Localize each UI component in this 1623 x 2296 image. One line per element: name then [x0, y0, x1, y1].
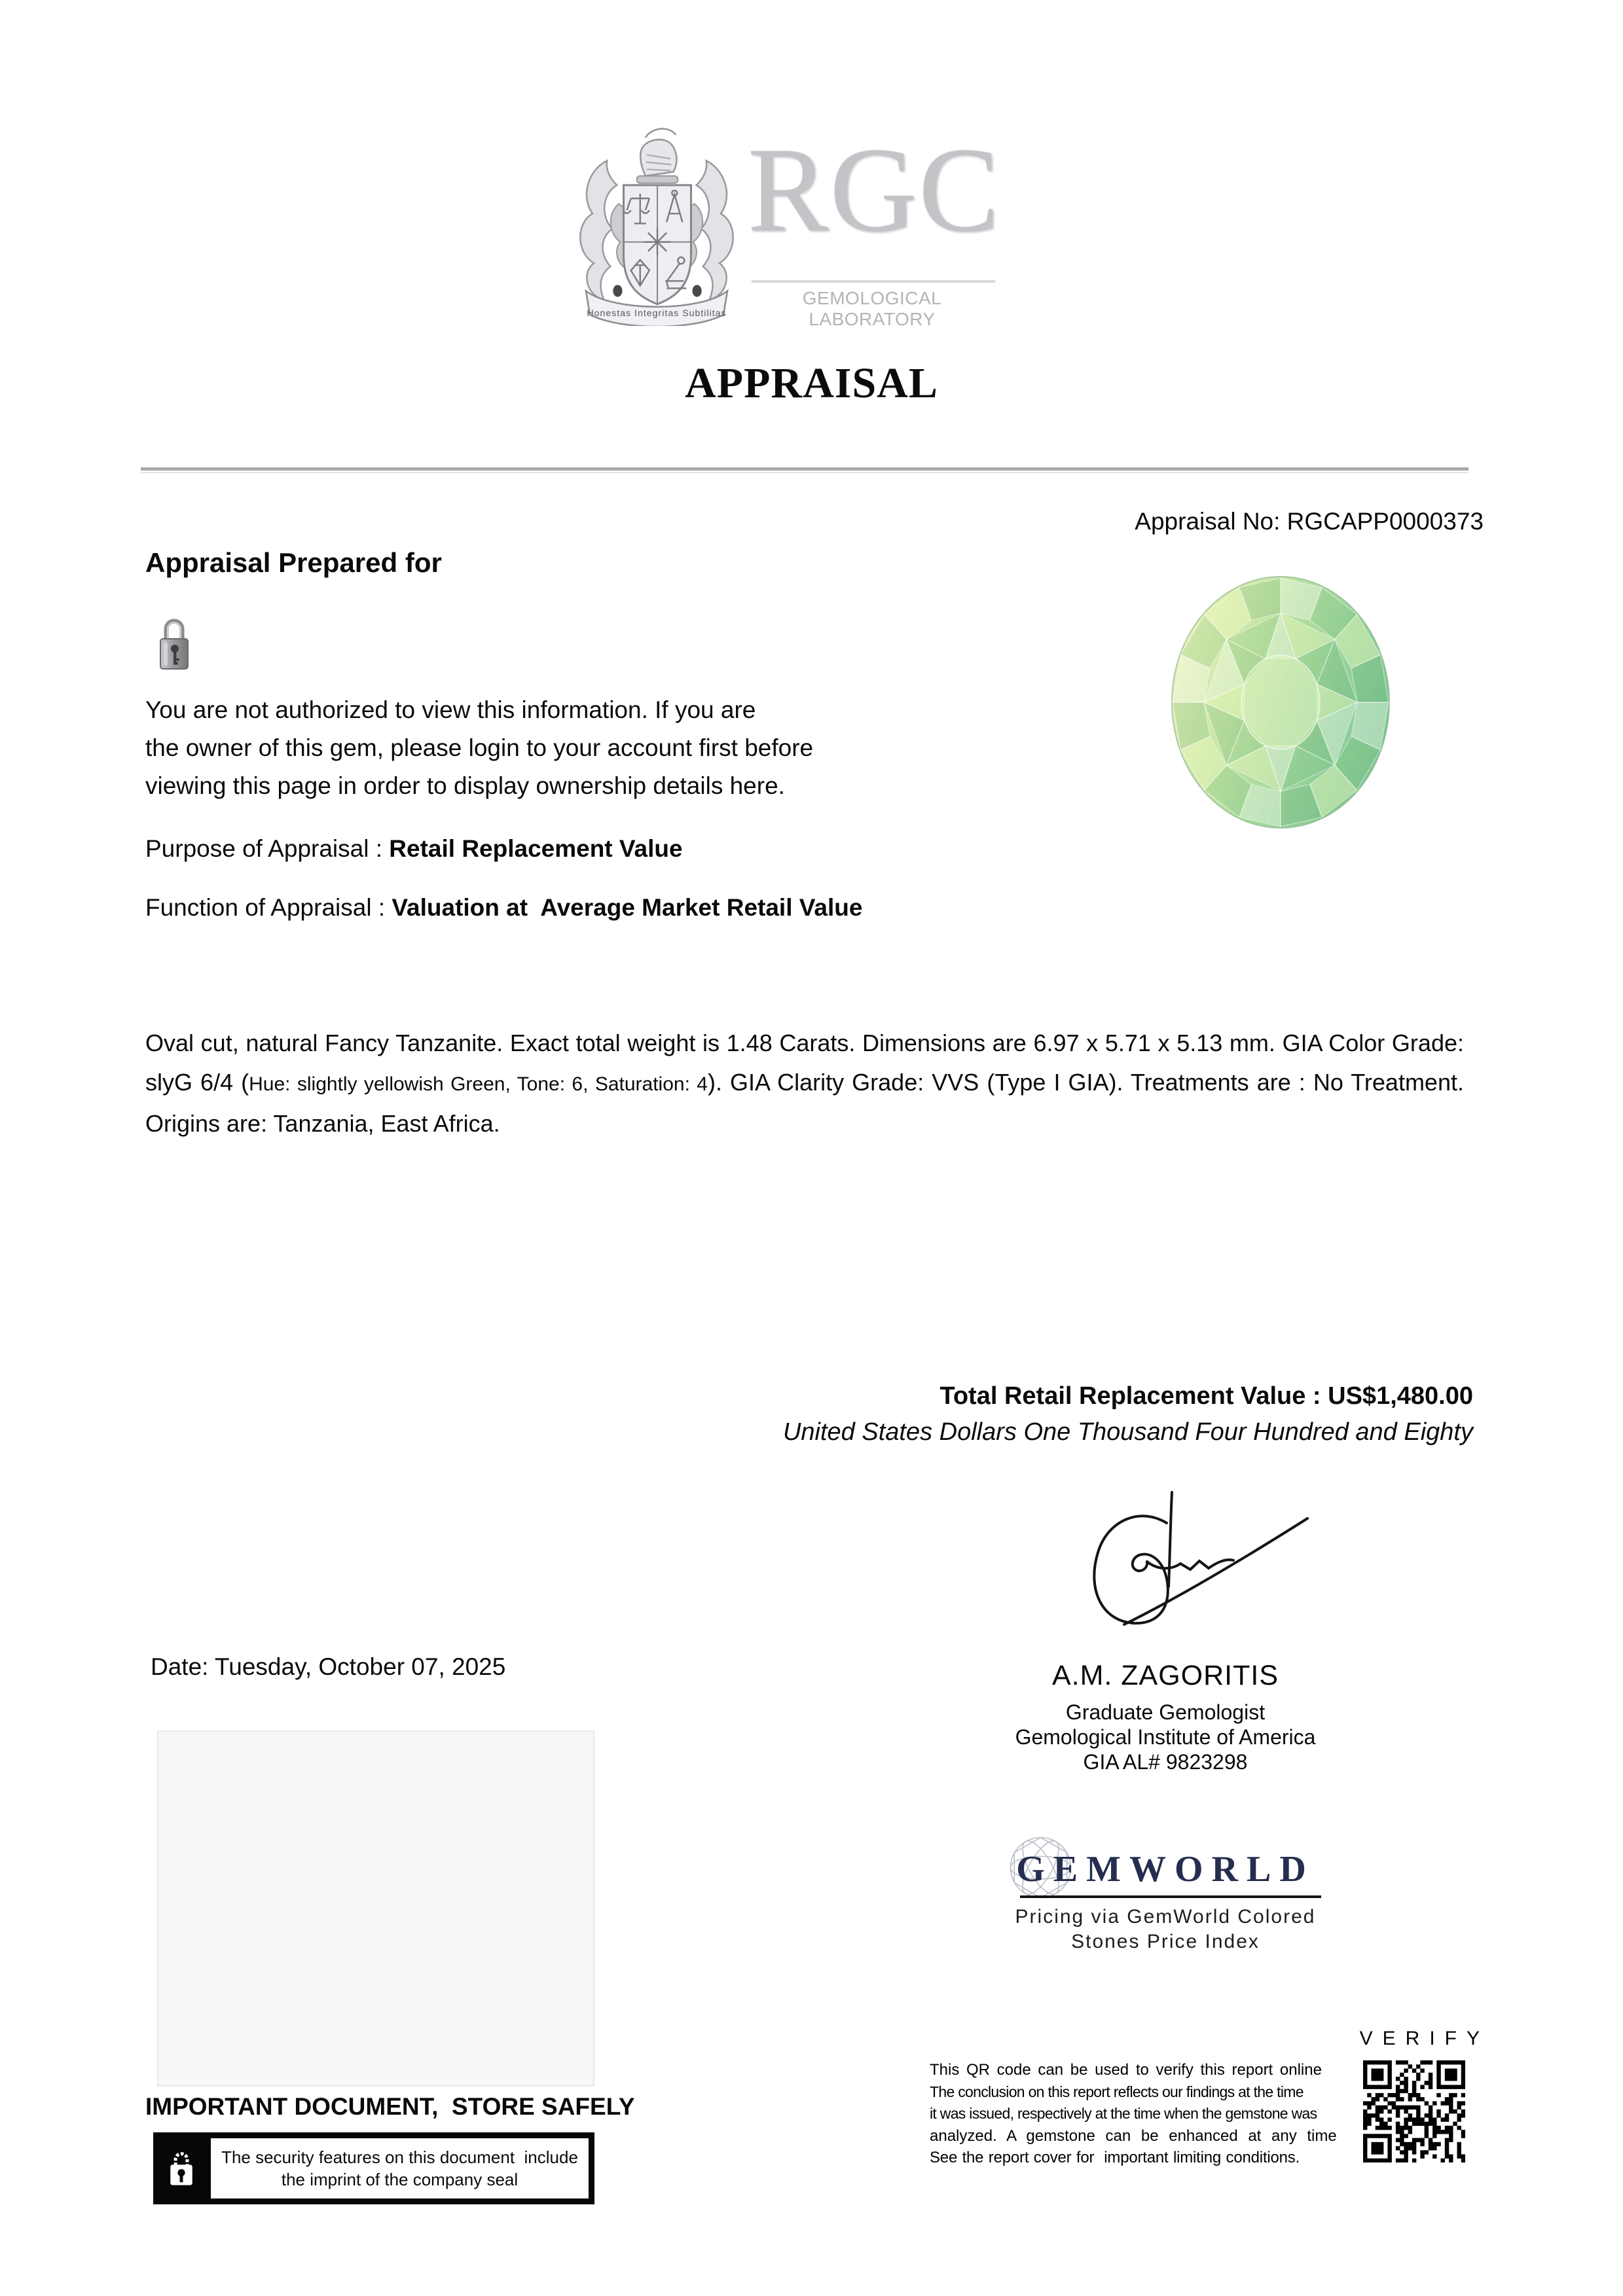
function-value: Valuation at Average Market Retail Value: [392, 894, 863, 921]
date-line: Date: Tuesday, October 07, 2025: [151, 1653, 506, 1680]
appraisal-number: Appraisal No: RGCAPP0000373: [1135, 508, 1484, 535]
total-value: Total Retail Replacement Value : US$1,480.00: [939, 1382, 1473, 1410]
notice-line: the owner of this gem, please login to your account first before: [145, 734, 814, 761]
qr-description-line: analyzed. A gemstone can be enhanced at any time: [930, 2126, 1337, 2145]
qr-description-line: This QR code can be used to verify this report online: [930, 2061, 1322, 2079]
gem-photo: [1169, 573, 1392, 831]
page-title: APPRAISAL: [685, 359, 938, 407]
qr-description-line: See the report cover for important limiting conditions.: [930, 2149, 1300, 2166]
pricing-caption-line2: Stones Price Index: [1071, 1931, 1260, 1952]
verify-label: VERIFY: [1359, 2028, 1489, 2049]
purpose-line: [145, 835, 683, 863]
qr-description-line: it was issued, respectively at the time when the gemstone was: [930, 2105, 1317, 2122]
header-divider: [141, 467, 1468, 471]
notice-line: You are not authorized to view this information. If you are: [145, 696, 756, 723]
gemworld-brand: GEMWORLD: [1016, 1849, 1315, 1890]
total-value-words: United States Dollars One Thousand Four Hundred and Eighty: [782, 1418, 1473, 1446]
gemologist-signature: [1062, 1487, 1317, 1634]
prepared-for-heading: Appraisal Prepared for: [145, 547, 442, 578]
important-notice: IMPORTANT DOCUMENT, STORE SAFELY: [145, 2093, 635, 2120]
gemworld-divider: [1020, 1895, 1321, 1898]
security-banner: [153, 2132, 594, 2204]
lock-icon: [159, 613, 189, 670]
gemologist-name: A.M. ZAGORITIS: [1051, 1660, 1279, 1691]
crest-motto: Honestas Integritas Subtilitas: [587, 307, 727, 318]
brand-name: RGC: [748, 123, 1001, 257]
purpose-value: Retail Replacement Value: [389, 835, 683, 862]
function-line: [145, 894, 862, 922]
brand-subtitle: GEMOLOGICAL LABORATORY: [802, 288, 942, 329]
gem-description: [145, 1024, 1464, 1143]
header-divider-shadow: [141, 472, 1468, 473]
security-line: The security features on this document include: [221, 2147, 578, 2167]
qr-description: [930, 2059, 1349, 2169]
gemologist-title: Graduate Gemologist: [1065, 1700, 1266, 1724]
description-text: ). GIA Clarity Grade: VVS (Type I GIA). Treatments are : No Treatment. Origins are: Tanzania, East Africa.: [145, 1069, 1464, 1137]
seal-placeholder-box: [157, 1731, 594, 2087]
purpose-label: Purpose of Appraisal :: [145, 835, 390, 862]
qr-description-line: The conclusion on this report reflects our findings at the time: [930, 2083, 1304, 2100]
pricing-caption-line1: Pricing via GemWorld Colored: [1015, 1906, 1316, 1928]
qr-code: [1363, 2060, 1465, 2162]
description-detail: Hue: slightly yellowish Green, Tone: 6, Saturation: 4: [249, 1073, 708, 1095]
gemologist-license: GIA AL# 9823298: [1083, 1750, 1248, 1774]
description-text: Oval cut, natural Fancy Tanzanite. Exact total weight is 1.48 Carats. Dimensions are 6.97 x 5.71 x 5.13 mm. GIA Color Grade: slyG 6/4 (: [145, 1030, 1464, 1096]
notice-line: viewing this page in order to display ownership details here.: [145, 772, 785, 799]
function-label: Function of Appraisal :: [145, 894, 392, 921]
ownership-notice: [145, 691, 964, 805]
security-lock-icon: [166, 2149, 196, 2187]
gemologist-institute: Gemological Institute of America: [1015, 1725, 1316, 1749]
rgc-crest-icon: [567, 124, 746, 326]
brand-divider: [752, 280, 995, 283]
security-text-panel: [211, 2138, 589, 2198]
security-line: the imprint of the company seal: [281, 2170, 519, 2189]
